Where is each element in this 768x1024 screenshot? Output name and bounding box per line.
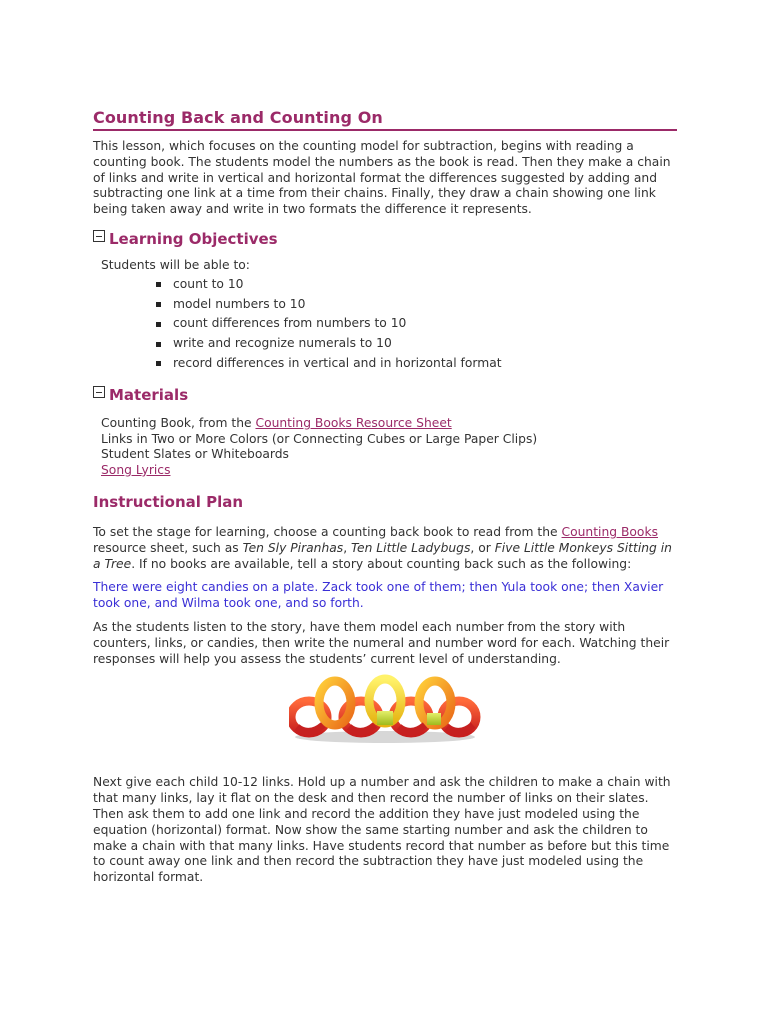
objective-item: count differences from numbers to 10: [149, 316, 677, 332]
story-paragraph: There were eight candies on a plate. Zack took one of them; then Yula took one; then Xavier took one, and Wilma took one, and so forth.: [93, 580, 664, 611]
page-title: Counting Back and Counting On: [93, 108, 677, 131]
chain-link: [399, 725, 425, 732]
objectives-heading: Learning Objectives: [109, 229, 278, 248]
material-item: [101, 463, 677, 479]
material-item: [101, 416, 677, 432]
material-item: Student Slates or Whiteboards: [101, 447, 289, 462]
objective-item: model numbers to 10: [149, 297, 677, 313]
objective-item: write and recognize numerals to 10: [149, 336, 677, 352]
plan-text: resource sheet, such as: [93, 540, 243, 555]
plan-section: [93, 525, 677, 886]
book-title: Ten Sly Piranhas: [242, 540, 344, 555]
plan-text: . If no books are available, tell a story about counting back such as the following:: [131, 556, 632, 571]
paper-chain-image: [289, 673, 481, 747]
plan-text: To set the stage for learning, choose a counting back book to read from the: [93, 524, 562, 539]
plan-paragraph: As the students listen to the story, have them model each number from the story with counters, links, or candies, then write the numeral and number word for each. Watching their responses will help you assess the students’ current level of understanding.: [93, 619, 670, 666]
plan-text: , or: [470, 540, 495, 555]
chain-link: [447, 725, 473, 732]
chain-figure: [93, 667, 677, 775]
objective-item: record differences in vertical and in horizontal format: [149, 356, 677, 372]
materials-section: [101, 416, 677, 479]
objectives-section: [101, 258, 677, 372]
collapse-icon[interactable]: [93, 230, 105, 242]
material-item: Links in Two or More Colors (or Connecting Cubes or Large Paper Clips): [101, 431, 538, 446]
materials-header[interactable]: [93, 386, 677, 404]
plan-text: ,: [343, 540, 352, 555]
intro-paragraph: This lesson, which focuses on the counting model for subtraction, begins with reading a counting book. The students model the numbers as the book is read. Then they make a chain of links and write in vertical and horizontal format the differences suggested by adding and subtracting one link at a time from their chains. Finally, they draw a chain showing one link being taken away and write in two formats the difference it represents.: [93, 139, 671, 217]
material-text: Counting Book, from the: [101, 415, 256, 430]
collapse-icon[interactable]: [93, 386, 105, 398]
counting-books-link[interactable]: Counting Books: [561, 524, 658, 539]
book-title: Five Little Monkeys Sitting in a Tree: [93, 540, 672, 571]
chain-link: [297, 725, 323, 732]
objectives-lead: Students will be able to:: [101, 257, 250, 272]
objectives-list: [101, 277, 677, 372]
plan-heading: Instructional Plan: [93, 492, 244, 511]
chain-link: [377, 711, 393, 725]
plan-paragraph: [93, 525, 677, 572]
plan-paragraph: Next give each child 10-12 links. Hold up a number and ask the children to make a chain with that many links, lay it flat on the desk and then record the number of links on their slates. Then ask them to add one link and record the addition they have just modeled using the equation (horizontal) format. Now show the same starting number and ask the children to make a chain with that many links. Have students record that number as before but this time to count away one link and then record the subtraction they have just modeled using the horizontal format.: [93, 775, 671, 885]
song-lyrics-link[interactable]: Song Lyrics: [101, 463, 171, 478]
objective-item: count to 10: [149, 277, 677, 293]
chain-link: [349, 725, 375, 732]
materials-heading: Materials: [109, 385, 189, 404]
book-title: Ten Little Ladybugs: [351, 540, 471, 555]
objectives-header[interactable]: [93, 230, 677, 248]
counting-books-resource-link[interactable]: Counting Books Resource Sheet: [255, 415, 452, 430]
lesson-page: [93, 108, 677, 886]
chain-link: [427, 713, 441, 725]
